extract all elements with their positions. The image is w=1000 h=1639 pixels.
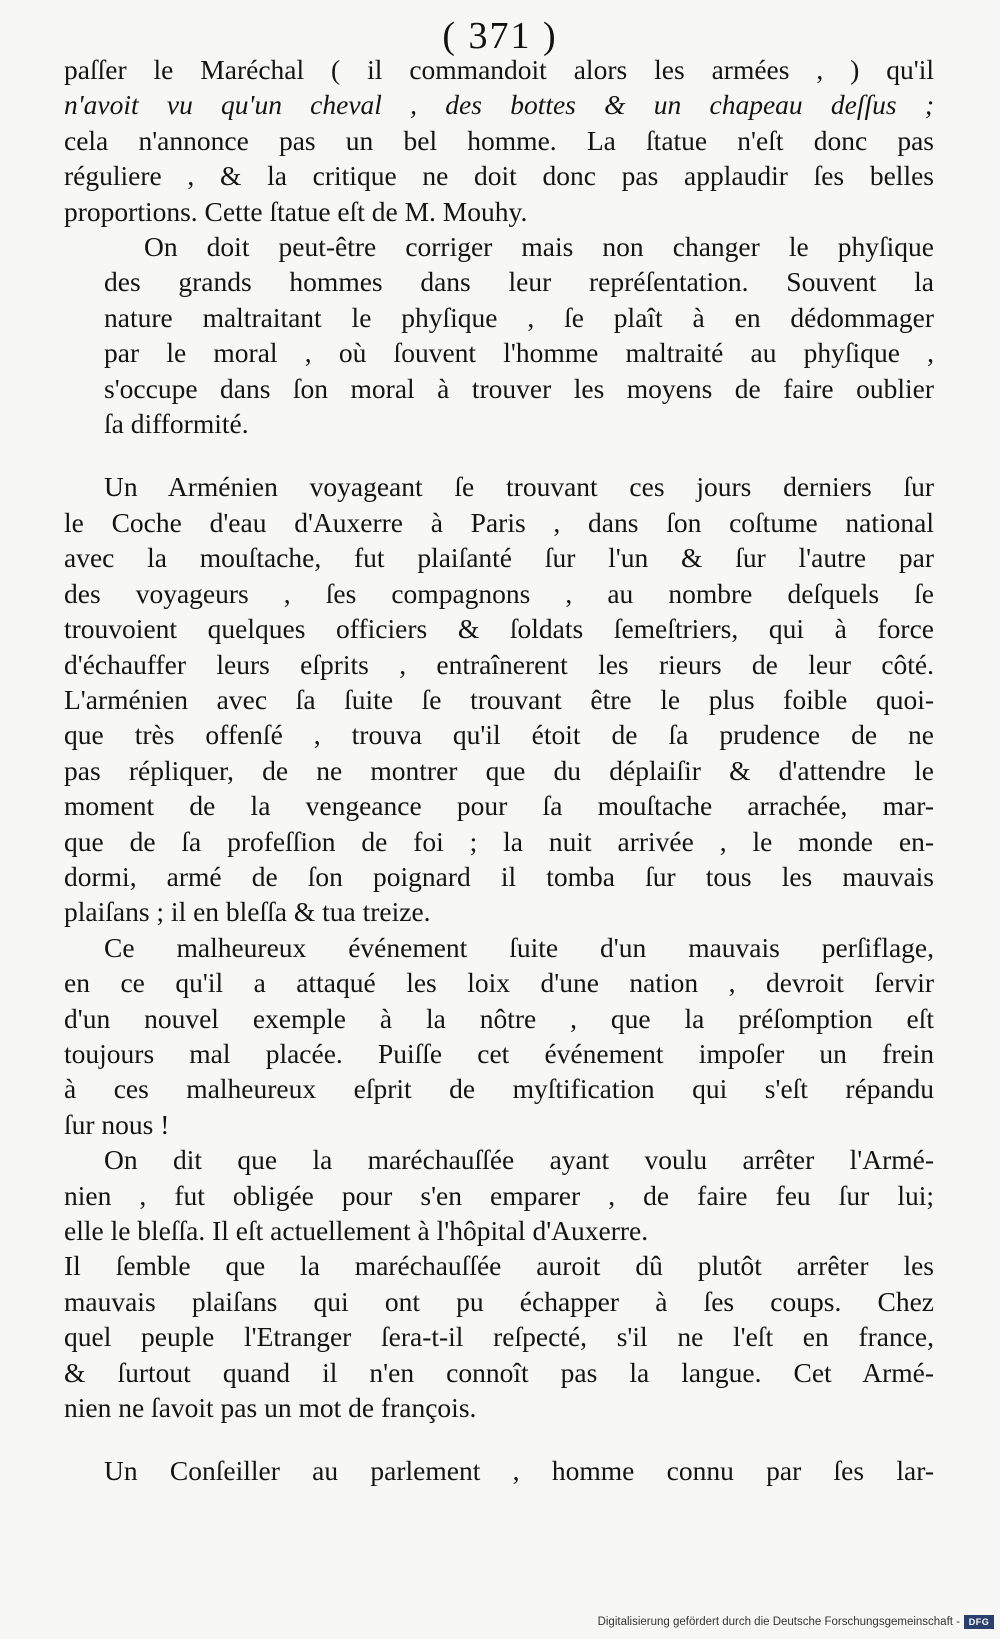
text-line: nien , fut obligée pour s'en emparer , de faire feu ſur lui; [64,1179,934,1211]
paragraph-physique [64,229,934,441]
text-line: avec la mouſtache, fut plaiſanté ſur l'un & ſur l'autre par [64,542,934,574]
paragraph-statue-continued [64,52,934,229]
paragraph-stranger [64,1248,934,1425]
text-line: ſur nous ! [64,1108,170,1140]
paragraph-armenian [64,469,934,929]
dfg-logo-icon: DFG [964,1615,994,1629]
text-line: cela n'annonce pas un bel homme. La ſtatue n'eſt donc pas [64,124,934,156]
text-line: paſſer le Maréchal ( il commandoit alors les armées , ) qu'il [64,54,934,85]
paragraph-conseiller [64,1453,934,1488]
paragraph-gap [64,1425,934,1453]
text-line: ſa difformité. [104,408,249,440]
funding-note: Digitalisierung gefördert durch die Deutsche Forschungsgemeinschaft - [597,1616,960,1628]
text-line: On doit peut-être corriger mais non changer le phyſique [144,231,934,263]
text-line: des voyageurs , ſes compagnons , au nombre deſquels ſe [64,577,934,609]
text-line: On dit que la maréchauſſée ayant voulu arrêter l'Armé- [104,1144,934,1176]
text-line: quel peuple l'Etranger ſera-t-il reſpecté, s'il ne l'eſt en france, [64,1321,934,1353]
text-line: mauvais plaiſans qui ont pu échapper à ſes coups. Chez [64,1285,934,1317]
text-line: d'un nouvel exemple à la nôtre , que la préſomption eſt [64,1002,934,1034]
text-line: Un Arménien voyageant ſe trouvant ces jours derniers ſur [104,471,934,503]
text-line: d'échauffer leurs eſprits , entraînerent les rieurs de leur côté. [64,648,934,680]
text-line: & ſurtout quand il n'en connoît pas la langue. Cet Armé- [64,1356,934,1388]
text-line: s'occupe dans ſon moral à trouver les moyens de faire oublier [104,372,934,404]
text-line: nien ne ſavoit pas un mot de françois. [64,1392,477,1424]
paragraph-event [64,930,934,1142]
text-line: plaiſans ; il en bleſſa & tua treize. [64,896,431,928]
text-line: moment de la vengeance pour ſa mouſtache arrachée, mar- [64,790,934,822]
page-number: ( 371 ) [442,15,558,57]
text-line: réguliere , & la critique ne doit donc pas applaudir ſes belles [64,160,934,192]
text-line: à ces malheureux eſprit de myſtification qui s'eſt répandu [64,1073,934,1105]
text-line: que de ſa profeſſion de foi ; la nuit arrivée , le monde en- [64,825,934,857]
body-text [64,52,934,1489]
text-line: que très offenſé , trouva qu'il étoit de ſa prudence de ne [64,719,934,751]
text-line: en ce qu'il a attaqué les loix d'une nation , devroit ſervir [64,967,934,999]
text-line: Un Conſeiller au parlement , homme connu par ſes lar- [104,1455,934,1487]
paragraph-marechaussee [64,1142,934,1248]
text-line: L'arménien avec ſa ſuite ſe trouvant être le plus foible quoi- [64,683,934,715]
text-line: pas répliquer, de ne montrer que du déplaiſir & d'attendre le [64,754,934,786]
text-line: Ce malheureux événement ſuite d'un mauvais perſiflage, [104,931,934,963]
text-line: n'avoit vu qu'un cheval , des bottes & un chapeau deſſus ; [64,89,934,121]
text-line: dormi, armé de ſon poignard il tomba ſur tous les mauvais [64,860,934,892]
text-line: par le moral , où ſouvent l'homme maltraité au phyſique , [104,337,934,369]
text-line: des grands hommes dans leur repréſentation. Souvent la [104,266,934,298]
text-line: le Coche d'eau d'Auxerre à Paris , dans ſon coſtume national [64,506,934,538]
text-line: elle le bleſſa. Il eſt actuellement à l'hôpital d'Auxerre. [64,1215,649,1246]
paragraph-gap [64,441,934,469]
text-line: Il ſemble que la maréchauſſée auroit dû plutôt arrêter les [64,1250,934,1282]
text-line: trouvoient quelques officiers & ſoldats ſemeſtriers, qui à force [64,613,934,645]
text-line: proportions. Cette ſtatue eſt de M. Mouhy. [64,195,528,227]
digitization-footer [598,1611,994,1633]
text-line: toujours mal placée. Puiſſe cet événement impoſer un frein [64,1037,934,1069]
text-line: nature maltraitant le phyſique , ſe plaît à en dédommager [104,301,934,333]
